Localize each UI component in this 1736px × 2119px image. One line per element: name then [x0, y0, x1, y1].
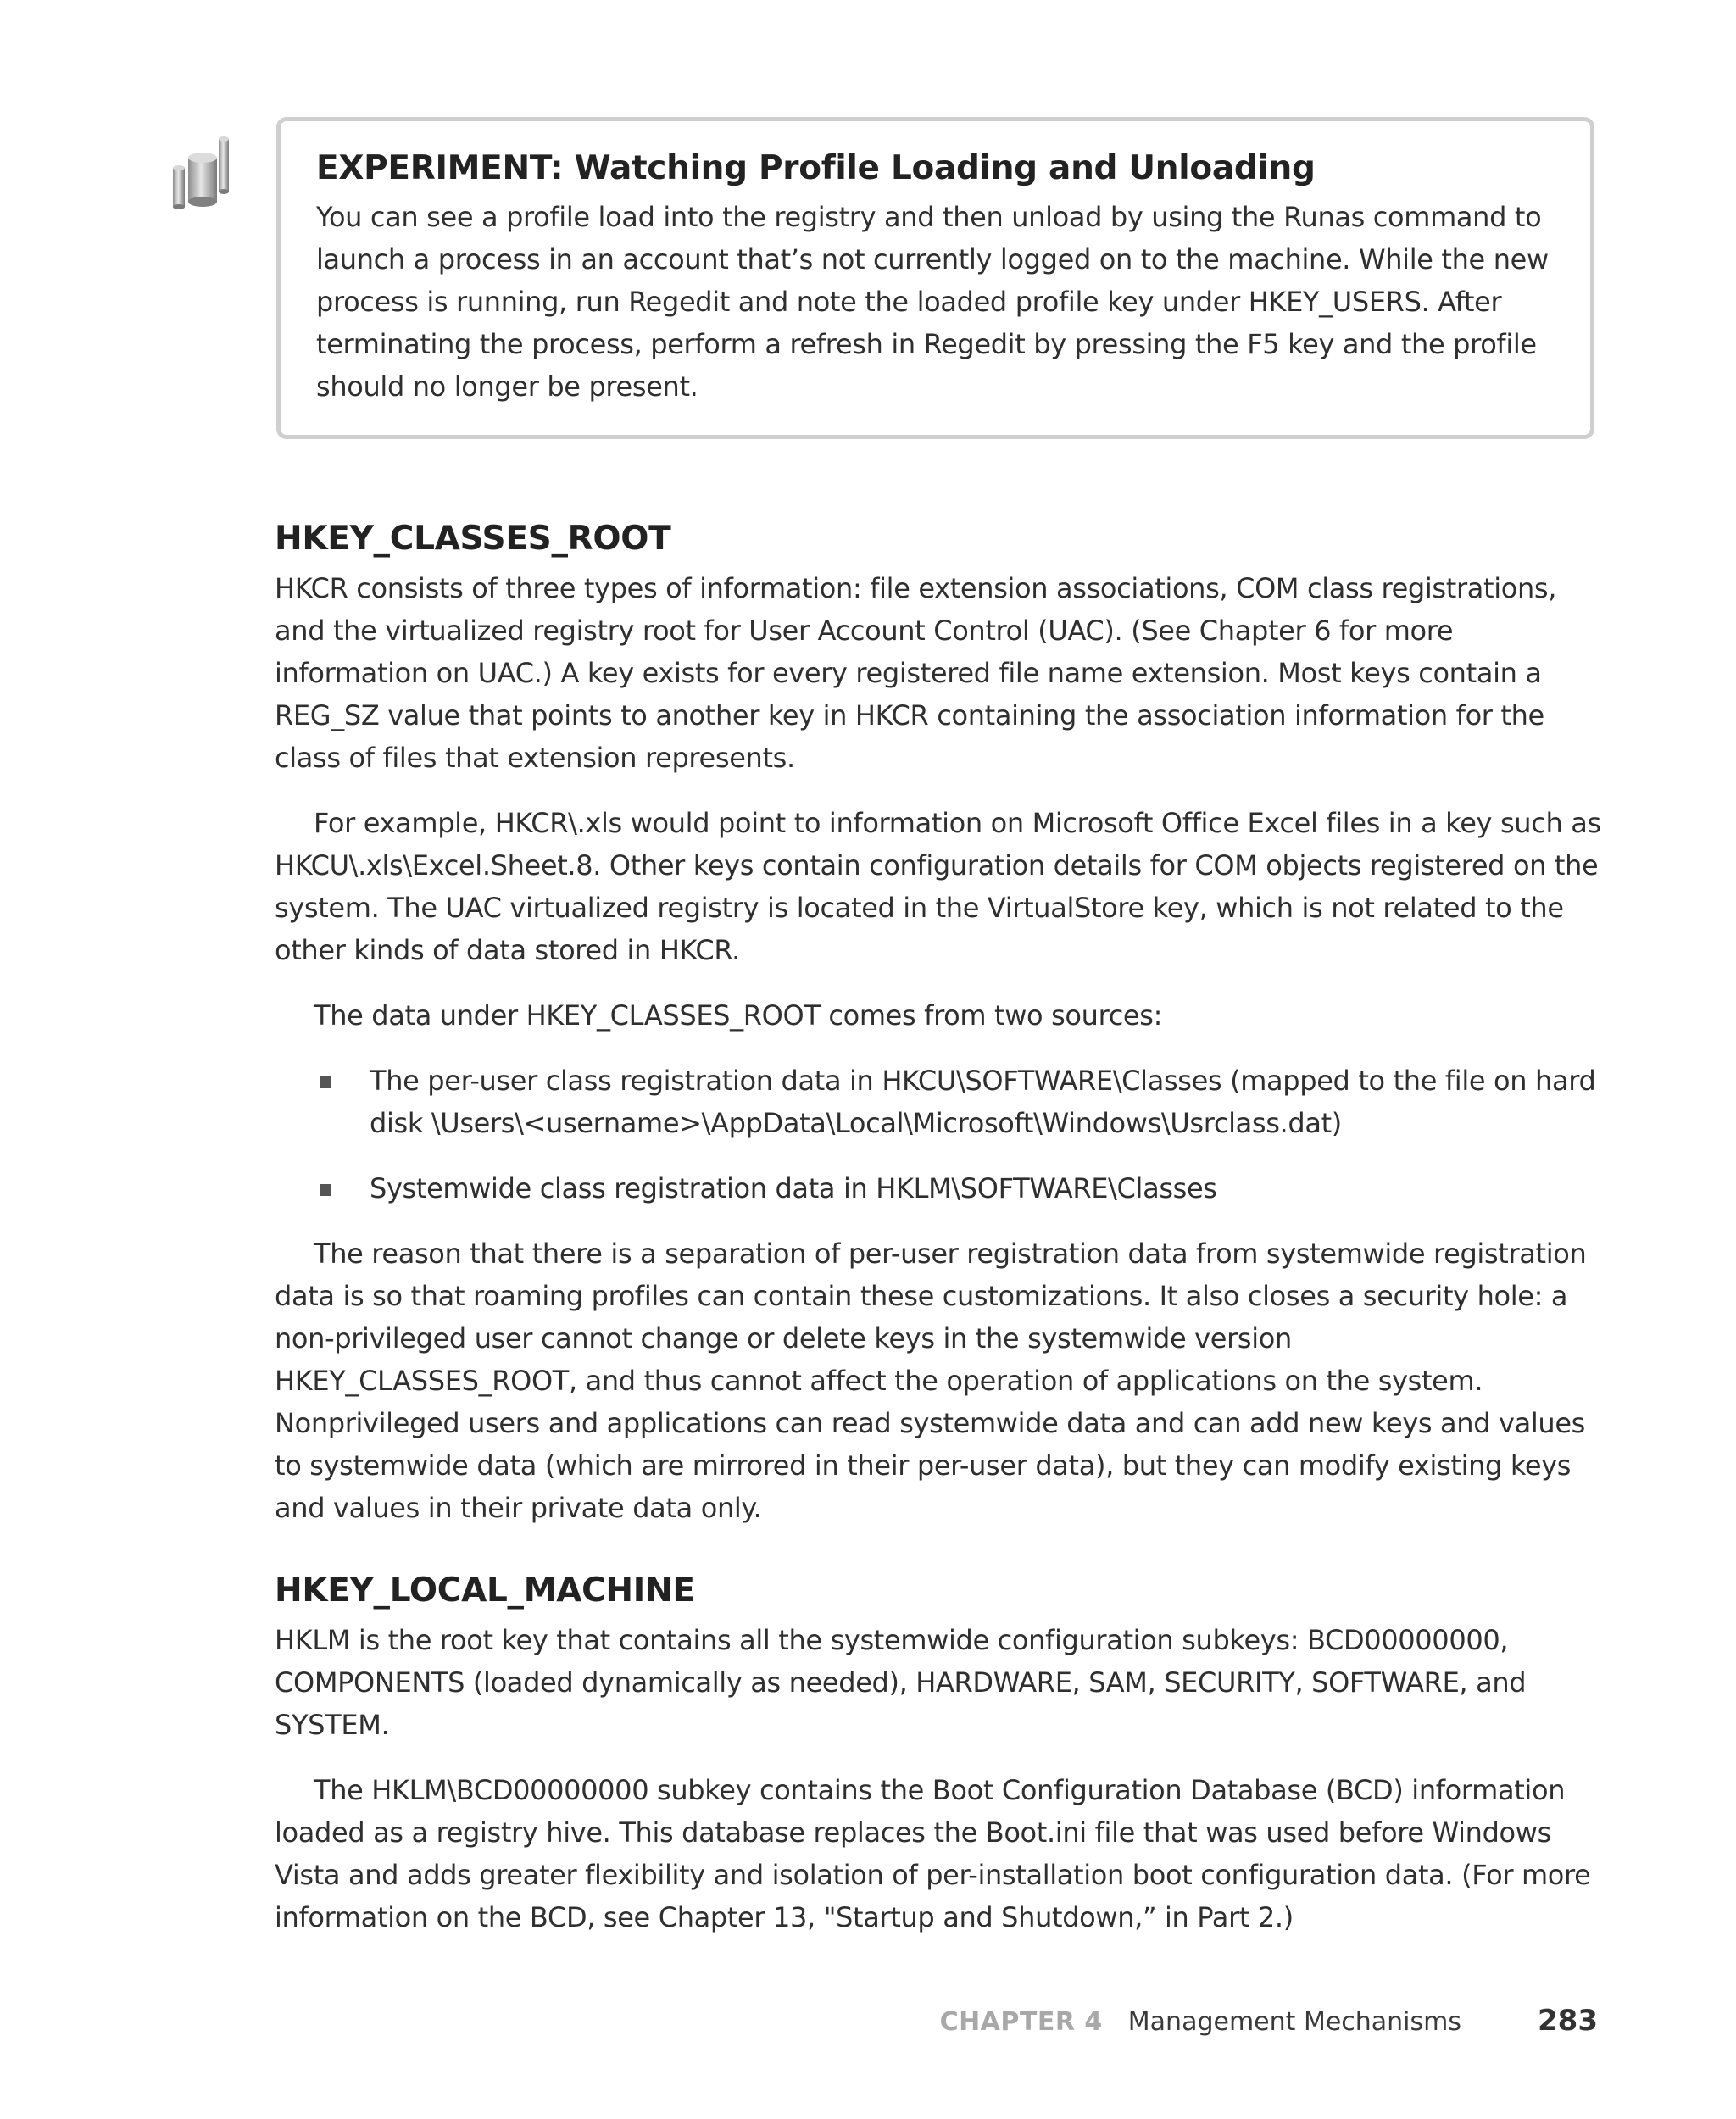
- list-item: [275, 1060, 1601, 1144]
- page-number: 283: [1538, 2004, 1598, 2038]
- square-bullet-icon: [320, 1184, 331, 1196]
- paragraph: HKLM is the root key that contains all the systemwide configuration subkeys: BCD00000000, COMPONENTS (loaded dynamically as needed), HARDWARE, SAM, SECURITY, SOFTWARE, and SYSTEM.: [275, 1623, 1527, 1741]
- footer-chapter-title: Management Mechanisms: [1127, 2007, 1462, 2037]
- experiment-sidebar: [276, 117, 1594, 439]
- section-heading-hkcr: HKEY_CLASSES_ROOT: [275, 520, 671, 558]
- list-item-text: Systemwide class registration data in HKLM\SOFTWARE\Classes: [370, 1171, 1217, 1204]
- paragraph: The data under HKEY_CLASSES_ROOT comes from two sources:: [314, 998, 1163, 1032]
- paragraph: The reason that there is a separation of per-user registration data from systemwide registration data is so that roaming profiles can contain these customizations. It also closes a security hole: a non-privileged user cannot change or delete keys in the systemwide version HKEY_CLASSES_ROOT, and thus cannot affect the operation of applications on the system. Nonprivileged users and applications can read systemwide data and can add new keys and values to systemwide data (which are mirrored in their per-user data), but they can modify existing keys and values in their private data only.: [275, 1237, 1587, 1524]
- experiment-body: You can see a profile load into the registry and then unload by using the Runas command to launch a process in an account that’s not currently logged on to the machine. While the new process is running, run Regedit and note the loaded profile key under HKEY_USERS. After terminating the process, perform a refresh in Regedit by pressing the F5 key and the profile should no longer be present.: [316, 200, 1549, 403]
- page-footer: [940, 2004, 1598, 2038]
- section-spacer: [275, 1552, 1601, 1571]
- section-heading-hklm: HKEY_LOCAL_MACHINE: [275, 1571, 695, 1610]
- experiment-title: EXPERIMENT: Watching Profile Loading and Unloading: [316, 149, 1316, 187]
- experiment-cylinders-icon: [166, 132, 242, 214]
- paragraph: The HKLM\BCD00000000 subkey contains the Boot Configuration Database (BCD) information loaded as a registry hive. This database replaces the Boot.ini file that was used before Windows Vista and adds greater flexibility and isolation of per-installation boot configuration data. (For more information on the BCD, see Chapter 13, "Startup and Shutdown,” in Part 2.): [275, 1773, 1591, 1933]
- footer-chapter-label: CHAPTER 4: [939, 2007, 1103, 2037]
- list-item: [275, 1167, 1601, 1210]
- square-bullet-icon: [320, 1076, 331, 1088]
- bullet-list: [275, 1060, 1601, 1210]
- list-item-text: The per-user class registration data in HKCU\SOFTWARE\Classes (mapped to the file on hard disk \Users\<username>\AppData\Local\Microsoft\Windows\Usrclass.dat): [370, 1064, 1596, 1139]
- paragraph: HKCR consists of three types of information: file extension associations, COM class registrations, and the virtualized registry root for User Account Control (UAC). (See Chapter 6 for more information on UAC.) A key exists for every registered file name extension. Most keys contain a REG_SZ value that points to another key in HKCR containing the association information for the class of files that extension represents.: [275, 571, 1557, 774]
- paragraph: For example, HKCR\.xls would point to information on Microsoft Office Excel files in a key such as HKCU\.xls\Excel.Sheet.8. Other keys contain configuration details for COM objects registered on the system. The UAC virtualized registry is located in the VirtualStore key, which is not related to the other kinds of data stored in HKCR.: [275, 806, 1601, 966]
- main-content: [275, 519, 1601, 1961]
